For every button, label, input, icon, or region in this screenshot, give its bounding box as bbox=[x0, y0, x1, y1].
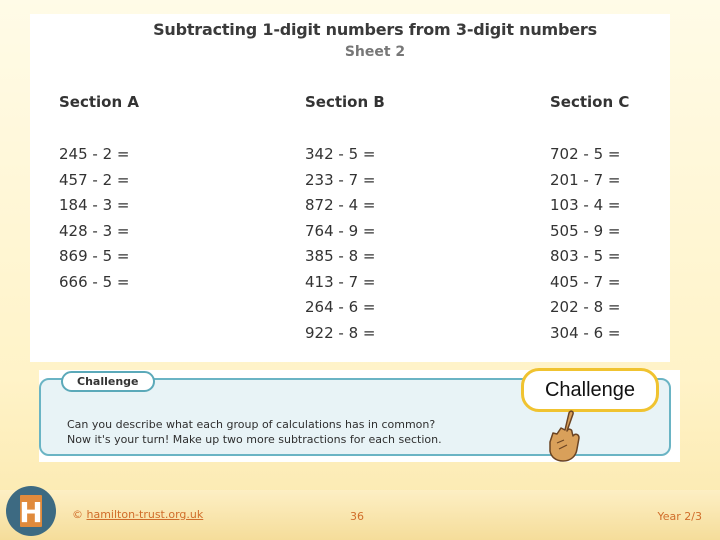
calculation: 342 - 5 = bbox=[305, 145, 376, 163]
calculation: 264 - 6 = bbox=[305, 298, 376, 316]
worksheet-title: Subtracting 1-digit numbers from 3-digit numbers bbox=[153, 20, 597, 39]
calculation: 103 - 4 = bbox=[550, 196, 621, 214]
page-number: 36 bbox=[350, 510, 364, 523]
pointing-hand-icon bbox=[544, 410, 586, 464]
calculation: 505 - 9 = bbox=[550, 221, 621, 240]
copyright-symbol: © bbox=[72, 508, 83, 521]
calculation: 304 - 6 = bbox=[550, 323, 621, 342]
hamilton-trust-logo bbox=[4, 484, 58, 538]
section-heading: Section A bbox=[59, 93, 139, 111]
calculation: 428 - 3 = bbox=[59, 221, 130, 240]
year-label: Year 2/3 bbox=[657, 510, 702, 523]
calculation: 245 - 2 = bbox=[59, 145, 130, 163]
section-a bbox=[59, 92, 139, 295]
calculation: 385 - 8 = bbox=[305, 247, 376, 265]
logo-letter: H bbox=[19, 496, 43, 529]
section-heading: Section B bbox=[305, 93, 385, 111]
worksheet bbox=[30, 14, 670, 362]
challenge-callout-button[interactable]: Challenge bbox=[521, 368, 659, 412]
challenge-text-line-1: Can you describe what each group of calculations has in common? bbox=[67, 418, 436, 431]
calculation: 666 - 5 = bbox=[59, 272, 130, 291]
calculation: 922 - 8 = bbox=[305, 323, 376, 342]
calculation: 869 - 5 = bbox=[59, 247, 130, 265]
section-b bbox=[305, 92, 385, 346]
calculation: 405 - 7 = bbox=[550, 272, 621, 291]
calculation: 764 - 9 = bbox=[305, 221, 376, 240]
hamilton-trust-link[interactable]: hamilton-trust.org.uk bbox=[86, 508, 204, 521]
calculation: 184 - 3 = bbox=[59, 196, 130, 214]
section-c bbox=[550, 92, 629, 346]
calculation: 202 - 8 = bbox=[550, 298, 621, 316]
footer-copyright bbox=[72, 508, 203, 521]
section-heading: Section C bbox=[550, 93, 630, 111]
calculation: 233 - 7 = bbox=[305, 170, 376, 189]
worksheet-subtitle: Sheet 2 bbox=[344, 44, 406, 60]
calculation: 201 - 7 = bbox=[550, 170, 621, 189]
calculation: 457 - 2 = bbox=[59, 170, 130, 189]
calculation: 413 - 7 = bbox=[305, 272, 376, 291]
challenge-text-line-2: Now it's your turn! Make up two more subtractions for each section. bbox=[67, 433, 442, 446]
challenge-tag: Challenge bbox=[61, 371, 155, 392]
calculation: 872 - 4 = bbox=[305, 196, 376, 214]
calculation: 803 - 5 = bbox=[550, 247, 621, 265]
calculation: 702 - 5 = bbox=[550, 145, 621, 163]
